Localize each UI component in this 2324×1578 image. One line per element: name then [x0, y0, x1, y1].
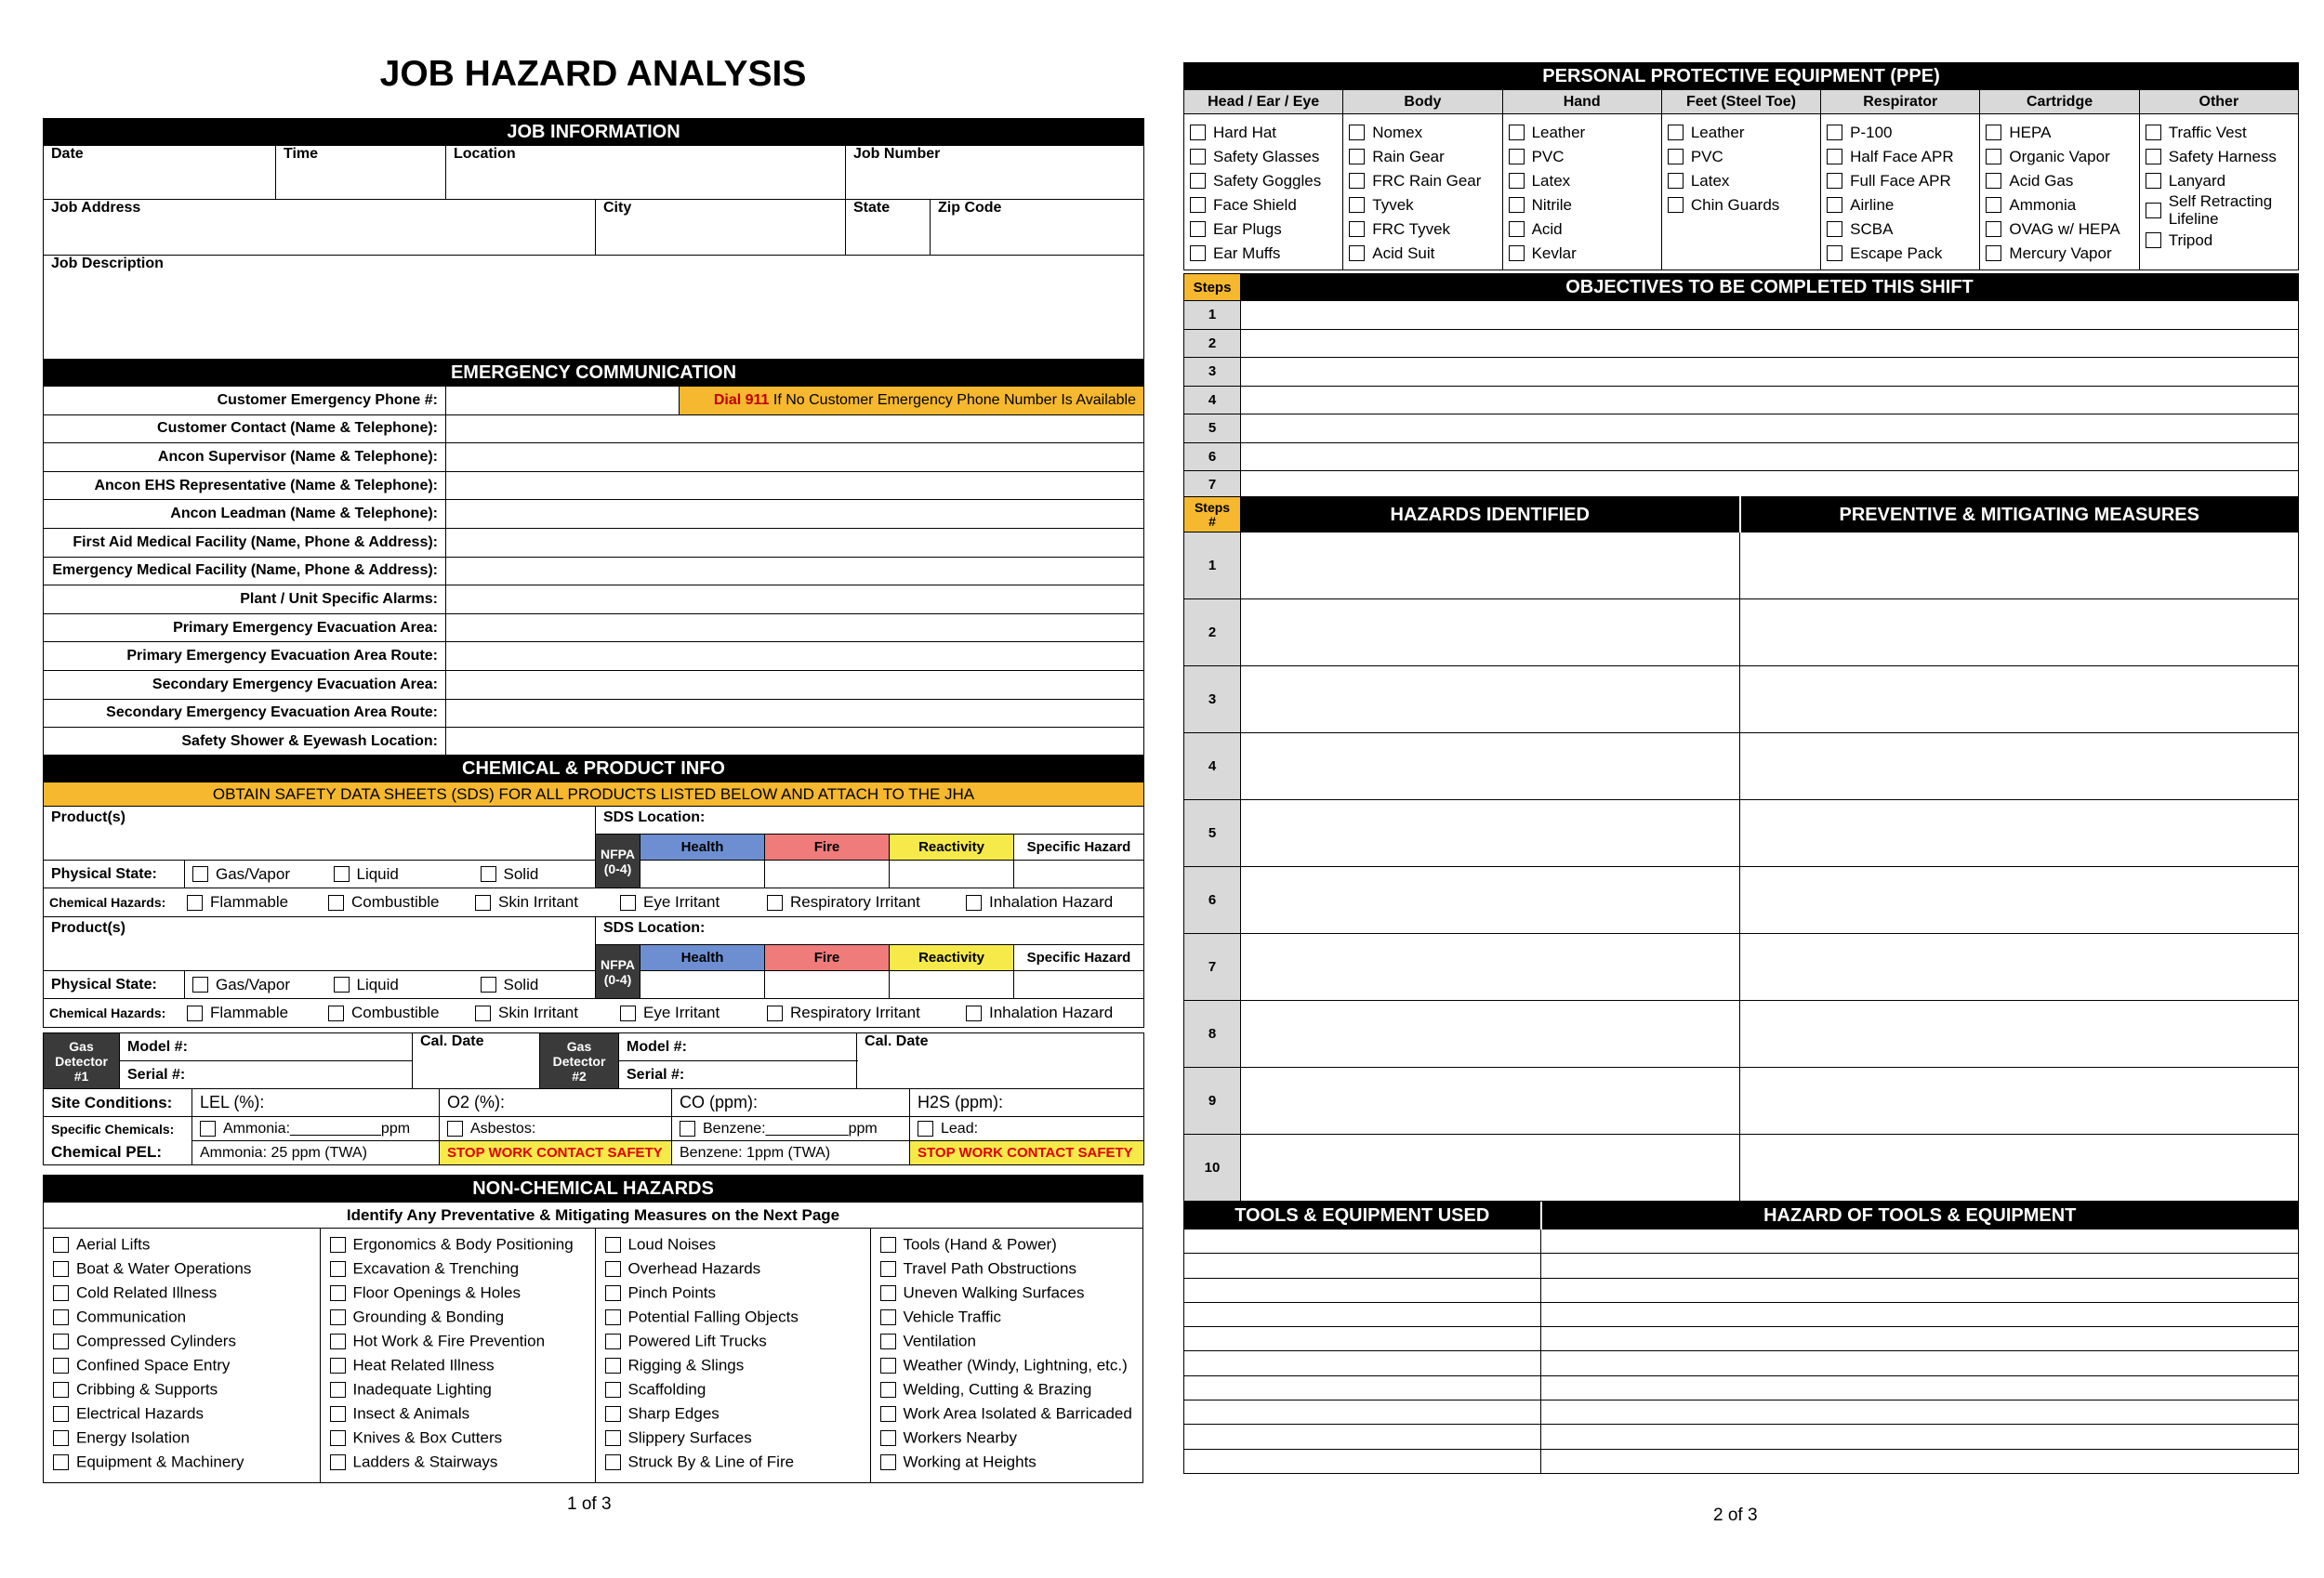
emergency-row-input[interactable]	[446, 642, 1144, 671]
chemical-hazards-row: Chemical Hazards: Flammable Combustible Skin Irritant Eye Irritant Respiratory Irritant Inhalation Hazard	[44, 999, 1144, 1028]
hazard-checkbox[interactable]: Cribbing & Supports	[53, 1377, 310, 1401]
emergency-row-label: First Aid Medical Facility (Name, Phone & Address):	[44, 528, 446, 557]
emergency-row-input[interactable]	[446, 528, 1144, 557]
step-number: 1	[1184, 533, 1241, 599]
date-field[interactable]: Date	[44, 146, 276, 200]
detector-1-model-field[interactable]: Model #:	[120, 1033, 413, 1061]
emergency-row-label: Secondary Emergency Evacuation Area:	[44, 670, 446, 699]
tool-input[interactable]	[1184, 1230, 1541, 1254]
page-title: JOB HAZARD ANALYSIS	[379, 54, 807, 94]
job-number-field[interactable]: Job Number	[846, 146, 1144, 200]
emergency-row-input[interactable]	[446, 443, 1144, 472]
eye-irritant-checkbox[interactable]: Eye Irritant	[620, 893, 767, 912]
emergency-communication-header: EMERGENCY COMMUNICATION	[44, 360, 1144, 387]
step-number: 6	[1184, 867, 1241, 934]
detector-1-serial-field[interactable]: Serial #:	[120, 1061, 413, 1089]
skin-irritant-checkbox[interactable]: Skin Irritant	[475, 893, 620, 912]
ppe-checkbox[interactable]: Safety Goggles	[1190, 168, 1337, 192]
ppe-checkbox[interactable]: Acid Suit	[1349, 241, 1496, 265]
hazard-checkbox[interactable]: Pinch Points	[605, 1281, 861, 1305]
health-value[interactable]	[640, 861, 765, 888]
emergency-row-label: Customer Contact (Name & Telephone):	[44, 414, 446, 443]
ammonia-pel: Ammonia: 25 ppm (TWA)	[192, 1141, 440, 1165]
emergency-row-input[interactable]	[446, 414, 1144, 443]
ppe-checkbox[interactable]: P-100	[1827, 120, 1974, 144]
ppe-column-header: Body	[1343, 90, 1502, 114]
objective-input[interactable]	[1241, 386, 2299, 414]
tool-hazard-input[interactable]	[1541, 1449, 2299, 1473]
hazard-checkbox[interactable]: Confined Space Entry	[53, 1353, 310, 1377]
hazard-checkbox[interactable]: Insect & Animals	[330, 1401, 586, 1426]
measure-input[interactable]	[1740, 599, 2299, 666]
emergency-row-label: Primary Emergency Evacuation Area:	[44, 613, 446, 642]
tool-input[interactable]	[1184, 1449, 1541, 1473]
emergency-row-input[interactable]	[446, 670, 1144, 699]
specific-hazard-value[interactable]	[1014, 971, 1144, 999]
emergency-row-input[interactable]	[446, 471, 1144, 500]
measure-input[interactable]	[1740, 1068, 2299, 1135]
gas-detector-2-label: Gas Detector #2	[540, 1033, 619, 1089]
ppe-checkbox[interactable]: Ear Plugs	[1190, 217, 1337, 241]
ppe-checkbox[interactable]: Safety Harness	[2146, 144, 2292, 168]
hazard-column-3	[595, 1229, 870, 1482]
hazard-checkbox[interactable]: Ventilation	[880, 1329, 1136, 1353]
hazard-checkbox[interactable]: Struck By & Line of Fire	[605, 1450, 861, 1474]
step-number: 8	[1184, 1001, 1241, 1068]
hazard-checkbox[interactable]: Powered Lift Trucks	[605, 1329, 861, 1353]
step-number: 4	[1184, 386, 1241, 414]
h2s-field[interactable]: H2S (ppm):	[910, 1089, 1144, 1117]
step-number: 7	[1184, 471, 1241, 500]
tool-hazard-input[interactable]	[1541, 1327, 2299, 1351]
hazard-input[interactable]	[1241, 1001, 1740, 1068]
gas-detector-1-label: Gas Detector #1	[44, 1033, 120, 1089]
fire-header: Fire	[765, 945, 890, 971]
ppe-checkbox[interactable]: Chin Guards	[1668, 192, 1815, 217]
emergency-row-label: Ancon Supervisor (Name & Telephone):	[44, 443, 446, 472]
step-number: 3	[1184, 666, 1241, 733]
ppe-checkbox[interactable]: Acid	[1509, 217, 1656, 241]
inhalation-hazard-checkbox[interactable]: Inhalation Hazard	[966, 1004, 1113, 1022]
hazard-input[interactable]	[1241, 533, 1740, 599]
ppe-checkbox[interactable]: Mercury Vapor	[1986, 241, 2133, 265]
hazard-checkbox[interactable]: Work Area Isolated & Barricaded	[880, 1401, 1136, 1426]
ppe-column-items	[2139, 114, 2298, 270]
ppe-header: PERSONAL PROTECTIVE EQUIPMENT (PPE)	[1184, 63, 2299, 90]
dial-911-note: Dial 911 If No Customer Emergency Phone Number Is Available	[680, 387, 1144, 415]
ppe-checkbox[interactable]: PVC	[1509, 144, 1656, 168]
hazard-column-2	[320, 1229, 595, 1482]
detector-2-cal-date-field[interactable]: Cal. Date	[857, 1033, 1144, 1089]
ppe-checkbox[interactable]: Latex	[1668, 168, 1815, 192]
site-conditions-table	[43, 1088, 1144, 1165]
ppe-column-items	[1343, 114, 1502, 270]
hazard-checkbox[interactable]: Rigging & Slings	[605, 1353, 861, 1377]
hazard-input[interactable]	[1241, 666, 1740, 733]
ppe-checkbox[interactable]: HEPA	[1986, 120, 2133, 144]
ppe-checkbox[interactable]: Organic Vapor	[1986, 144, 2133, 168]
ppe-checkbox[interactable]: Latex	[1509, 168, 1656, 192]
ppe-checkbox[interactable]: FRC Rain Gear	[1349, 168, 1496, 192]
measure-input[interactable]	[1740, 1001, 2299, 1068]
hazard-checkbox[interactable]: Tools (Hand & Power)	[880, 1232, 1136, 1256]
ppe-checkbox[interactable]: Half Face APR	[1827, 144, 1974, 168]
measure-input[interactable]	[1740, 666, 2299, 733]
step-number: 10	[1184, 1135, 1241, 1202]
o2-field[interactable]: O2 (%):	[440, 1089, 672, 1117]
objective-input[interactable]	[1241, 301, 2299, 330]
hazard-column-1	[44, 1229, 320, 1482]
physical-state-label: Physical State:	[44, 861, 185, 888]
gas-vapor-checkbox[interactable]: Gas/Vapor	[185, 971, 326, 999]
respiratory-irritant-checkbox[interactable]: Respiratory Irritant	[767, 893, 966, 912]
emergency-row-input[interactable]	[446, 613, 1144, 642]
job-information-table	[43, 118, 1144, 361]
job-address-field[interactable]: Job Address	[44, 200, 596, 256]
hazard-checkbox[interactable]: Overhead Hazards	[605, 1256, 861, 1281]
combustible-checkbox[interactable]: Combustible	[328, 1004, 475, 1022]
chemical-hazards-row: Chemical Hazards: Flammable Combustible Skin Irritant Eye Irritant Respiratory Irritant Inhalation Hazard	[44, 888, 1144, 917]
hazard-input[interactable]	[1241, 934, 1740, 1001]
emergency-row-input[interactable]	[446, 585, 1144, 614]
tool-input[interactable]	[1184, 1278, 1541, 1302]
solid-checkbox[interactable]: Solid	[473, 861, 596, 888]
skin-irritant-checkbox[interactable]: Skin Irritant	[475, 1004, 620, 1022]
ammonia-checkbox[interactable]: Ammonia:___________ppm	[192, 1117, 440, 1141]
step-number: 2	[1184, 599, 1241, 666]
objectives-table	[1183, 273, 2299, 500]
ppe-checkbox[interactable]: Escape Pack	[1827, 241, 1974, 265]
location-field[interactable]: Location	[446, 146, 846, 200]
ppe-checkbox[interactable]: PVC	[1668, 144, 1815, 168]
ppe-checkbox[interactable]: Face Shield	[1190, 192, 1337, 217]
hazard-input[interactable]	[1241, 1068, 1740, 1135]
hazard-checkbox[interactable]: Working at Heights	[880, 1450, 1136, 1474]
tool-hazard-input[interactable]	[1541, 1302, 2299, 1326]
hazard-checkbox[interactable]: Loud Noises	[605, 1232, 861, 1256]
hazard-input[interactable]	[1241, 800, 1740, 867]
ppe-column-header: Hand	[1502, 90, 1661, 114]
lead-checkbox[interactable]: Lead:	[910, 1117, 1144, 1141]
hazard-checkbox[interactable]: Sharp Edges	[605, 1401, 861, 1426]
hazard-checkbox[interactable]: Knives & Box Cutters	[330, 1426, 586, 1450]
specific-hazard-header: Specific Hazard	[1014, 835, 1144, 861]
reactivity-value[interactable]	[890, 971, 1014, 999]
hazard-checkbox[interactable]: Compressed Cylinders	[53, 1329, 310, 1353]
hazard-checkbox[interactable]: Workers Nearby	[880, 1426, 1136, 1450]
chemical-pel-label: Chemical PEL:	[44, 1141, 192, 1165]
solid-checkbox[interactable]: Solid	[473, 971, 596, 999]
emergency-row-label: Customer Emergency Phone #:	[44, 387, 446, 415]
objective-input[interactable]	[1241, 414, 2299, 443]
hazard-checkbox[interactable]: Scaffolding	[605, 1377, 861, 1401]
ppe-checkbox[interactable]: Tyvek	[1349, 192, 1496, 217]
hazard-checkbox[interactable]: Aerial Lifts	[53, 1232, 310, 1256]
time-field[interactable]: Time	[276, 146, 446, 200]
ppe-checkbox[interactable]: Leather	[1509, 120, 1656, 144]
emergency-row-label: Ancon Leadman (Name & Telephone):	[44, 500, 446, 529]
emergency-row-label: Ancon EHS Representative (Name & Telephone):	[44, 471, 446, 500]
objectives-header: OBJECTIVES TO BE COMPLETED THIS SHIFT	[1241, 274, 2299, 301]
ppe-column-header: Feet (Steel Toe)	[1661, 90, 1820, 114]
ppe-checkbox[interactable]: Rain Gear	[1349, 144, 1496, 168]
tool-input[interactable]	[1184, 1327, 1541, 1351]
tools-table	[1183, 1202, 2299, 1474]
ppe-column-items	[1661, 114, 1820, 270]
emergency-row-label: Emergency Medical Facility (Name, Phone & Address):	[44, 557, 446, 585]
measure-input[interactable]	[1740, 867, 2299, 934]
ppe-checkbox[interactable]: Hard Hat	[1190, 120, 1337, 144]
nfpa-label: NFPA (0-4)	[596, 835, 640, 888]
non-chemical-hazards-table	[43, 1175, 1143, 1483]
emergency-row-input[interactable]	[446, 728, 1144, 756]
stop-work-warning: STOP WORK CONTACT SAFETY	[440, 1141, 672, 1165]
steps-number-label: Steps #	[1184, 497, 1241, 533]
ppe-checkbox[interactable]: Full Face APR	[1827, 168, 1974, 192]
measure-input[interactable]	[1740, 1135, 2299, 1202]
tool-input[interactable]	[1184, 1254, 1541, 1278]
emergency-row-label: Safety Shower & Eyewash Location:	[44, 728, 446, 756]
step-number: 9	[1184, 1068, 1241, 1135]
tool-input[interactable]	[1184, 1375, 1541, 1400]
ppe-column-items	[1821, 114, 1980, 270]
products-field[interactable]: Product(s)	[44, 807, 596, 861]
ppe-checkbox[interactable]: Ear Muffs	[1190, 241, 1337, 265]
ppe-checkbox[interactable]: Acid Gas	[1986, 168, 2133, 192]
state-field[interactable]: State	[846, 200, 931, 256]
fire-value[interactable]	[765, 861, 890, 888]
ppe-checkbox[interactable]: Leather	[1668, 120, 1815, 144]
hazard-checkbox[interactable]: Cold Related Illness	[53, 1281, 310, 1305]
emergency-row-input[interactable]	[446, 699, 1144, 728]
hazard-checkbox[interactable]: Heat Related Illness	[330, 1353, 586, 1377]
ppe-checkbox[interactable]: Safety Glasses	[1190, 144, 1337, 168]
hazard-checkbox[interactable]: Floor Openings & Holes	[330, 1281, 586, 1305]
ppe-checkbox[interactable]: Nitrile	[1509, 192, 1656, 217]
hazard-checkbox[interactable]: Uneven Walking Surfaces	[880, 1281, 1136, 1305]
reactivity-header: Reactivity	[890, 945, 1014, 971]
emergency-communication-table	[43, 359, 1144, 756]
tool-hazard-input[interactable]	[1541, 1351, 2299, 1375]
inhalation-hazard-checkbox[interactable]: Inhalation Hazard	[966, 893, 1113, 912]
tool-input[interactable]	[1184, 1400, 1541, 1425]
tool-input[interactable]	[1184, 1425, 1541, 1449]
flammable-checkbox[interactable]: Flammable	[187, 1004, 328, 1022]
measure-input[interactable]	[1740, 934, 2299, 1001]
specific-chemicals-label: Specific Chemicals:	[44, 1117, 192, 1141]
hazard-input[interactable]	[1241, 867, 1740, 934]
ppe-column-header: Head / Ear / Eye	[1184, 90, 1343, 114]
gas-vapor-checkbox[interactable]: Gas/Vapor	[185, 861, 326, 888]
step-number: 5	[1184, 800, 1241, 867]
benzene-checkbox[interactable]: Benzene:__________ppm	[672, 1117, 910, 1141]
ppe-column-header: Respirator	[1821, 90, 1980, 114]
measure-input[interactable]	[1740, 533, 2299, 599]
hazard-checkbox[interactable]: Equipment & Machinery	[53, 1450, 310, 1474]
job-description-field[interactable]: Job Description	[44, 256, 1144, 361]
non-chemical-instruction: Identify Any Preventative & Mitigating Measures on the Next Page	[44, 1203, 1143, 1229]
hazard-checkbox[interactable]: Communication	[53, 1305, 310, 1329]
tool-hazard-input[interactable]	[1541, 1278, 2299, 1302]
hazard-checkbox[interactable]: Ladders & Stairways	[330, 1450, 586, 1474]
hazard-checkbox[interactable]: Inadequate Lighting	[330, 1377, 586, 1401]
physical-state-label: Physical State:	[44, 971, 185, 999]
ppe-column-header: Other	[2139, 90, 2298, 114]
step-number: 3	[1184, 358, 1241, 387]
hazard-column-4	[870, 1229, 1144, 1482]
site-conditions-label: Site Conditions:	[44, 1089, 192, 1117]
tool-hazard-input[interactable]	[1541, 1425, 2299, 1449]
objective-input[interactable]	[1241, 329, 2299, 358]
measure-input[interactable]	[1740, 800, 2299, 867]
hazard-checkbox[interactable]: Slippery Surfaces	[605, 1426, 861, 1450]
tool-input[interactable]	[1184, 1351, 1541, 1375]
nfpa-label: NFPA (0-4)	[596, 945, 640, 999]
objective-input[interactable]	[1241, 471, 2299, 500]
hazard-checkbox[interactable]: Energy Isolation	[53, 1426, 310, 1450]
ppe-checkbox[interactable]: Ammonia	[1986, 192, 2133, 217]
emergency-row-input[interactable]	[446, 387, 680, 415]
chemical-product-header: CHEMICAL & PRODUCT INFO	[44, 756, 1144, 782]
emergency-row-label: Primary Emergency Evacuation Area Route:	[44, 642, 446, 671]
detector-2-model-field[interactable]: Model #:	[619, 1033, 857, 1061]
gas-detector-table	[43, 1032, 1144, 1089]
sds-location-field[interactable]: SDS Location:	[596, 807, 1144, 835]
emergency-row-input[interactable]	[446, 557, 1144, 585]
health-header: Health	[640, 835, 765, 861]
ppe-checkbox[interactable]: SCBA	[1827, 217, 1974, 241]
hazard-checkbox[interactable]: Potential Falling Objects	[605, 1305, 861, 1329]
benzene-pel: Benzene: 1ppm (TWA)	[672, 1141, 910, 1165]
specific-hazard-header: Specific Hazard	[1014, 945, 1144, 971]
objective-input[interactable]	[1241, 442, 2299, 471]
hazard-checkbox[interactable]: Travel Path Obstructions	[880, 1256, 1136, 1281]
hazard-checkbox[interactable]: Boat & Water Operations	[53, 1256, 310, 1281]
emergency-row-label: Plant / Unit Specific Alarms:	[44, 585, 446, 614]
job-information-header: JOB INFORMATION	[44, 119, 1144, 146]
hazard-checkbox[interactable]: Vehicle Traffic	[880, 1305, 1136, 1329]
specific-hazard-value[interactable]	[1014, 861, 1144, 888]
ppe-checkbox[interactable]: Tripod	[2146, 228, 2292, 252]
steps-label: Steps	[1184, 274, 1241, 301]
fire-value[interactable]	[765, 971, 890, 999]
hazard-checkbox[interactable]: Hot Work & Fire Prevention	[330, 1329, 586, 1353]
page-number: 1 of 3	[567, 1494, 612, 1514]
page-number: 2 of 3	[1713, 1506, 1758, 1525]
detector-2-serial-field[interactable]: Serial #:	[619, 1061, 857, 1089]
objective-input[interactable]	[1241, 358, 2299, 387]
ppe-checkbox[interactable]: Airline	[1827, 192, 1974, 217]
stop-work-warning: STOP WORK CONTACT SAFETY	[910, 1141, 1144, 1165]
ppe-checkbox[interactable]: FRC Tyvek	[1349, 217, 1496, 241]
ppe-checkbox[interactable]: Traffic Vest	[2146, 120, 2292, 144]
ppe-table	[1183, 62, 2299, 270]
flammable-checkbox[interactable]: Flammable	[187, 893, 328, 912]
reactivity-value[interactable]	[890, 861, 1014, 888]
lel-field[interactable]: LEL (%):	[192, 1089, 440, 1117]
emergency-row-input[interactable]	[446, 500, 1144, 529]
liquid-checkbox[interactable]: Liquid	[326, 861, 473, 888]
tool-hazard-input[interactable]	[1541, 1230, 2299, 1254]
hazard-checkbox[interactable]: Ergonomics & Body Positioning	[330, 1232, 586, 1256]
tool-hazard-input[interactable]	[1541, 1375, 2299, 1400]
ppe-checkbox[interactable]: OVAG w/ HEPA	[1986, 217, 2133, 241]
zip-code-field[interactable]: Zip Code	[931, 200, 1144, 256]
measure-input[interactable]	[1740, 733, 2299, 800]
products-field[interactable]: Product(s)	[44, 917, 596, 971]
liquid-checkbox[interactable]: Liquid	[326, 971, 473, 999]
hazards-table	[1183, 496, 2299, 1202]
fire-header: Fire	[765, 835, 890, 861]
hazard-checkbox[interactable]: Weather (Windy, Lightning, etc.)	[880, 1353, 1136, 1377]
emergency-row-label: Secondary Emergency Evacuation Area Route:	[44, 699, 446, 728]
city-field[interactable]: City	[596, 200, 846, 256]
mitigating-measures-header: PREVENTIVE & MITIGATING MEASURES	[1740, 497, 2299, 533]
asbestos-checkbox[interactable]: Asbestos:	[440, 1117, 672, 1141]
tool-hazard-input[interactable]	[1541, 1400, 2299, 1425]
hazard-input[interactable]	[1241, 733, 1740, 800]
tool-input[interactable]	[1184, 1302, 1541, 1326]
step-number: 2	[1184, 329, 1241, 358]
step-number: 6	[1184, 442, 1241, 471]
combustible-checkbox[interactable]: Combustible	[328, 893, 475, 912]
ppe-column-items	[1184, 114, 1343, 270]
ppe-checkbox[interactable]: Self Retracting Lifeline	[2146, 192, 2292, 228]
hazard-input[interactable]	[1241, 1135, 1740, 1202]
hazard-checkbox[interactable]: Grounding & Bonding	[330, 1305, 586, 1329]
ppe-column-items	[1502, 114, 1661, 270]
ppe-checkbox[interactable]: Nomex	[1349, 120, 1496, 144]
step-number: 7	[1184, 934, 1241, 1001]
step-number: 1	[1184, 301, 1241, 330]
hazards-identified-header: HAZARDS IDENTIFIED	[1241, 497, 1740, 533]
sds-location-field[interactable]: SDS Location:	[596, 917, 1144, 945]
ppe-checkbox[interactable]: Lanyard	[2146, 168, 2292, 192]
co-field[interactable]: CO (ppm):	[672, 1089, 910, 1117]
hazard-input[interactable]	[1241, 599, 1740, 666]
health-value[interactable]	[640, 971, 765, 999]
tools-equipment-header: TOOLS & EQUIPMENT USED	[1184, 1203, 1541, 1230]
step-number: 4	[1184, 733, 1241, 800]
chemical-product-table	[43, 755, 1144, 1028]
tool-hazard-input[interactable]	[1541, 1254, 2299, 1278]
tools-hazard-header: HAZARD OF TOOLS & EQUIPMENT	[1541, 1203, 2299, 1230]
eye-irritant-checkbox[interactable]: Eye Irritant	[620, 1004, 767, 1022]
respiratory-irritant-checkbox[interactable]: Respiratory Irritant	[767, 1004, 966, 1022]
step-number: 5	[1184, 414, 1241, 443]
ppe-column-items	[1980, 114, 2139, 270]
reactivity-header: Reactivity	[890, 835, 1014, 861]
health-header: Health	[640, 945, 765, 971]
ppe-checkbox[interactable]: Kevlar	[1509, 241, 1656, 265]
detector-1-cal-date-field[interactable]: Cal. Date	[413, 1033, 540, 1089]
hazard-checkbox[interactable]: Welding, Cutting & Brazing	[880, 1377, 1136, 1401]
ppe-column-header: Cartridge	[1980, 90, 2139, 114]
hazard-checkbox[interactable]: Excavation & Trenching	[330, 1256, 586, 1281]
non-chemical-hazards-header: NON-CHEMICAL HAZARDS	[44, 1176, 1143, 1203]
sds-instruction: OBTAIN SAFETY DATA SHEETS (SDS) FOR ALL PRODUCTS LISTED BELOW AND ATTACH TO THE JHA	[44, 782, 1144, 807]
hazard-checkbox[interactable]: Electrical Hazards	[53, 1401, 310, 1426]
